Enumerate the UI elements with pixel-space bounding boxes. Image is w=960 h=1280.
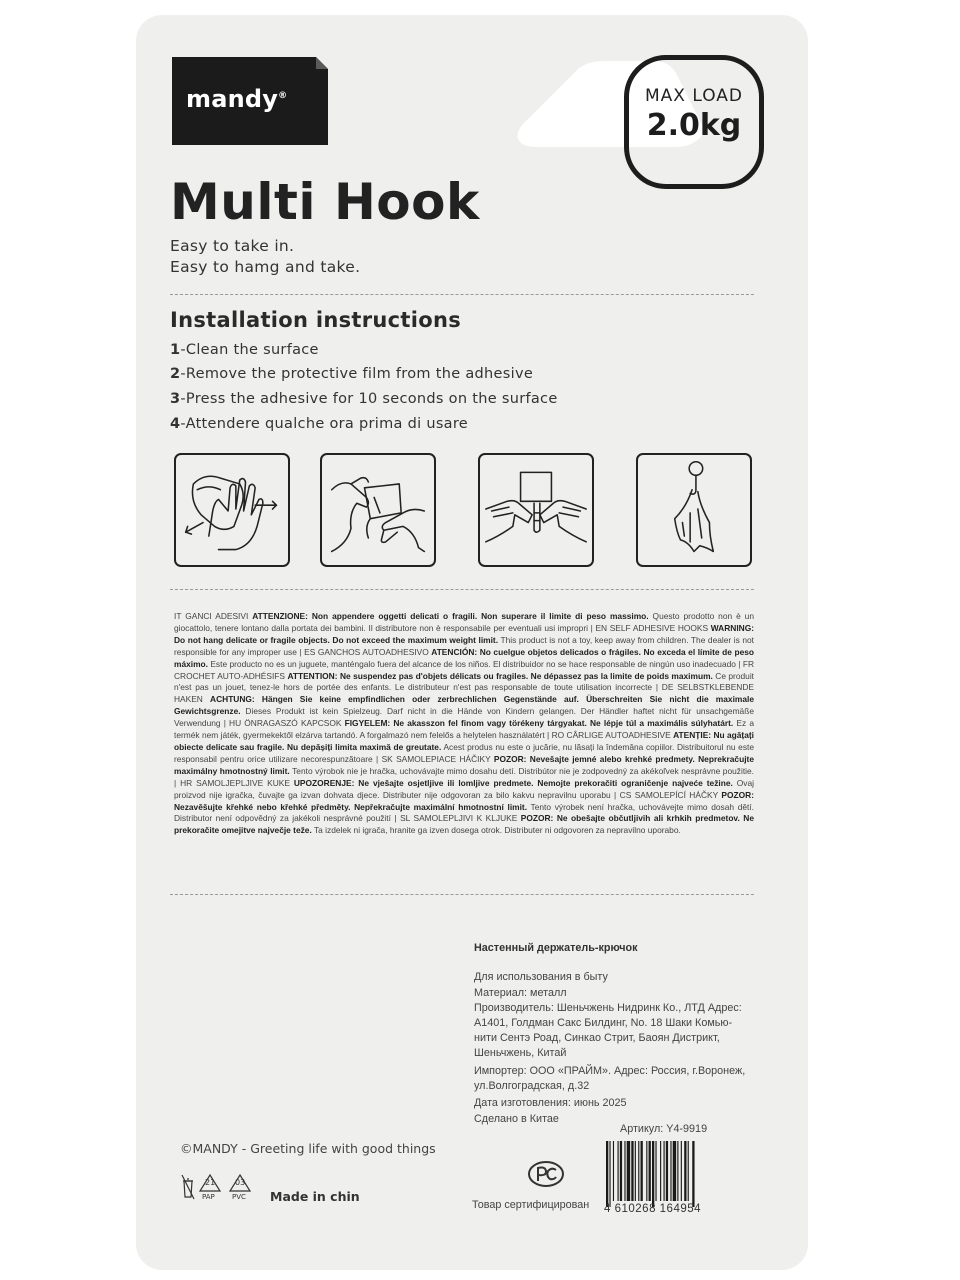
barcode-bar [655,1141,656,1201]
ru-material: Материал: металл [474,987,567,999]
ru-manufacturer-line-4: Шеньчжень, Китай [474,1047,567,1059]
ru-importer-line-1: Импортер: ООО «ПРАЙМ». Адрес: Россия, г.Воронеж, [474,1065,746,1077]
barcode-bar [652,1141,654,1207]
certified-label: Товар сертифицирован [472,1199,590,1211]
barcode-bar [649,1141,651,1201]
step-2: 2-Remove the protective film from the adhesive [170,366,534,382]
barcode-bar [692,1141,694,1207]
max-load-value: 2.0kg [646,108,742,143]
brand-name: mandy® [186,85,288,113]
barcode-bar [641,1141,643,1201]
wipe-surface-icon [174,453,290,567]
ru-made-in: Сделано в Китае [474,1113,559,1125]
barcode-bar [677,1141,678,1201]
step-1: 1-Clean the surface [170,342,319,358]
ru-manufacturer-line-1: Производитель: Шеньчжень Нидринк Ко., ЛТД Адрес: [474,1002,742,1014]
trash-bin-icon [182,1175,194,1199]
step-3: 3-Press the adhesive for 10 seconds on the surface [170,391,558,407]
barcode-bar [681,1141,682,1201]
recycle-pap-label: PAP [202,1193,215,1201]
max-load-label: MAX LOAD [644,86,743,106]
divider [170,589,754,590]
hanging-towel-icon [636,453,752,567]
barcode-bar [666,1141,668,1201]
barcode-bar [688,1141,689,1201]
ru-use: Для использования в быту [474,971,608,983]
step-4: 4-Attendere qualche ora prima di usare [170,416,469,432]
barcode-bar [613,1141,614,1201]
barcode-bar [664,1141,665,1201]
barcode-bar [635,1141,636,1201]
divider [170,894,754,895]
recycle-pvc-label: PVC [232,1193,246,1201]
max-load-badge [624,55,764,189]
barcode-bar [684,1141,686,1201]
barcode [604,1141,754,1211]
brand-slogan: ©MANDY - Greeting life with good things [180,1141,436,1156]
ru-manufacturer-line-3: нити Сентэ Роад, Синкао Стрит, Баоян Дистрикт, [474,1032,720,1044]
rst-certification-icon [526,1159,566,1189]
recycle-symbols [180,1171,262,1209]
barcode-bar [618,1141,619,1201]
barcode-bar [646,1141,647,1201]
divider [170,294,754,295]
article-number: Артикул: Y4-9919 [620,1123,708,1135]
ru-product-title: Настенный держатель-крючок [474,942,638,954]
barcode-bar [673,1141,676,1201]
ru-date: Дата изготовления: июнь 2025 [474,1097,627,1109]
barcode-bar [606,1141,608,1207]
barcode-bar [660,1141,661,1201]
barcode-bar [638,1141,639,1201]
instructions-title: Installation instructions [170,308,462,332]
barcode-bar [624,1141,625,1201]
tagline-1: Easy to take in. [170,237,295,255]
barcode-bar [620,1141,622,1201]
press-adhesive-icon [478,453,594,567]
ru-manufacturer-line-2: А1401, Голдман Сакс Билдинг, No. 18 Шаки Комью- [474,1017,733,1029]
peel-film-icon [320,453,436,567]
product-title: Multi Hook [170,173,480,231]
barcode-bar [631,1141,633,1201]
barcode-number: 4 610268 164954 [604,1203,702,1215]
brand-logo [172,57,328,145]
product-card-back [136,15,808,1270]
recycle-pvc-number: 03 [235,1178,246,1187]
made-in-label: Made in chin [270,1189,360,1204]
ru-importer-line-2: ул.Волгоградская, д.32 [474,1080,590,1092]
barcode-bar [609,1141,610,1207]
multilingual-warnings: IT GANCI ADESIVI ATTENZIONE: Non appendere oggetti delicati o fragili. Non superare il limite di peso massimo. Questo prodotto non è un giocattolo, tenere lontano dalla portata dei bambini. Il distributore non è responsabile per eventuali usi impropri | EN SELF ADHESIVE HOOKS WARNING: Do not hang delicate or fragile objects. Do not exceed the maximum weight limit. This product is not a toy, keep away from children. The dealer is not responsible for any improper use | ES GANCHOS AUTOADHESIVO ATENCIÓN: No cuelgue objetos delicados o frágiles. No exceda el límite de peso máximo. Este producto no es un juguete, manténgalo fuera del alcance de los niños. El distribuidor no se hace responsable de ningún uso inadecuado | FR CROCHET AUTO-ADHÉSIFS ATTENTION: Ne suspendez pas d'objets délicats ou fragiles. Ne dépassez pas la limite de poids maximum. Ce produit n'est pas un jouet, tenez-le hors de portée des enfants. Le distributeur n'est pas responsable de toute utilisation incorrecte | DE SELBSTKLEBENDE HAKEN ACHTUNG: Hängen Sie keine empfindlichen oder zerbrechlichen Gegenstände auf. Überschreiten Sie nicht die maximale Gewichtsgrenze. Dieses Produkt ist kein Spielzeug. Darf nicht in die Hände von Kindern gelangen. Der Händler haftet nicht für unsachgemäße Verwendung | HU ÖNRAGASZÓ KAPCSOK FIGYELEM: Ne akasszon fel finom vagy törékeny tárgyakat. Ne lépje túl a maximális súlyhatárt. Ez a termék nem játék, gyermekektől elzárva tartandó. A forgalmazó nem felelős a helytelen használatért | RO CÂRLIGE AUTOADHESIVE ATENȚIE: Nu agățați obiecte delicate sau fragile. Nu depășiți limita maximă de greutate. Acest produs nu este o jucărie, nu lăsați la îndemâna copiilor. Distribuitorul nu este responsabil pentru orice utilizare necorespunzătoare | SK SAMOLEPIACE HÁČIKY POZOR: Nevešajte jemné alebo krehké predmety. Neprekračujte maximálny hmotnostný limit. Tento výrobok nie je hračka, uchovávajte mimo dosahu detí. Distribútor nie je zodpovedný za akékoľvek nesprávne použitie. | HR SAMOLJEPLJIVE KUKE UPOZORENJE: Ne vješajte osjetljive ili lomljive predmete. Nemojte prekoračiti ograničenje najveće težine. Ovaj proizvod nije igračka, čuvajte ga izvan dohvata djece. Distributer nije odgovoran za bilo kakvu nepravilnu uporabu | CS SAMOLEPÍCÍ HÁČKY POZOR: Nezavěšujte křehké nebo křehké předměty. Nepřekračujte maximální hmotnostní limit. Tento výrobek není hračka, uchovávejte mimo dosah dětí. Distributor není odpovědný za jakékoli nesprávné použití | SL SAMOLEPLJIVI K KLJUKE POZOR: Ne obešajte občutljivih ali krhkih predmetov. Ne prekoračite omejitve največje teže. Ta izdelek ni igrača, hranite ga izven dosega otrok. Distributer ni odgovoren za nepravilno uporabo. [174,611,755,836]
recycle-pap-number: 21 [205,1178,216,1187]
tagline-2: Easy to hamg and take. [170,258,361,276]
barcode-bar [627,1141,630,1201]
barcode-bar [670,1141,671,1201]
